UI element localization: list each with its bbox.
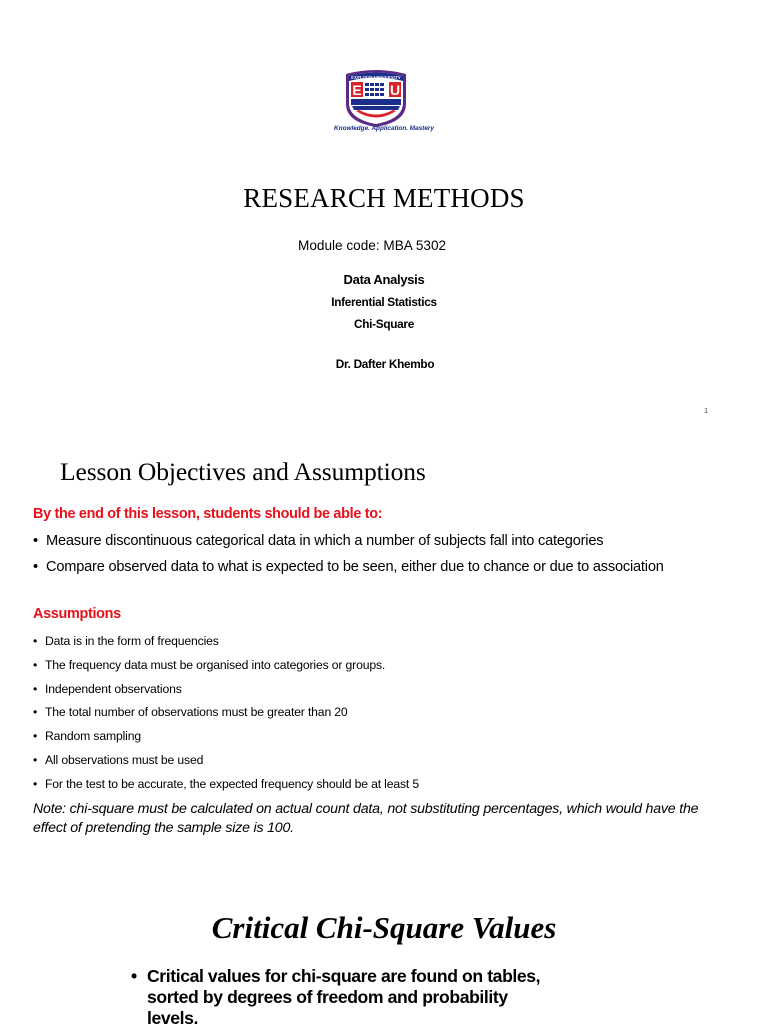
- bullet-icon: •: [131, 966, 137, 986]
- bullet-icon: •: [33, 657, 38, 672]
- objectives-slide-title: Lesson Objectives and Assumptions: [60, 457, 426, 486]
- assumption-text: For the test to be accurate, the expected frequency should be at least 5: [45, 776, 420, 791]
- bullet-icon: •: [33, 533, 38, 549]
- list-item: [33, 657, 733, 673]
- slide-number: 1: [704, 406, 709, 415]
- bullet-icon: •: [33, 776, 38, 791]
- presentation-title: RESEARCH METHODS: [243, 183, 525, 213]
- chi-square-note: Note: chi-square must be calculated on actual count data, not substituting percentages, which would have the effect of pretending the sample size is 100.: [33, 801, 699, 836]
- bullet-icon: •: [33, 705, 38, 720]
- bullet-icon: •: [33, 634, 38, 648]
- assumption-text: Independent observations: [45, 681, 182, 696]
- critical-values-text: Critical values for chi-square are found on tables, sorted by degrees of freedom and probability levels.: [147, 966, 541, 1028]
- assumptions-list: [33, 633, 733, 800]
- assumption-text: All observations must be used: [45, 752, 204, 767]
- assumption-text: The frequency data must be organised into categories or groups.: [45, 657, 386, 672]
- logo-tagline: Knowledge. Application. Mastery: [334, 125, 434, 132]
- critical-values-slide: [0, 860, 768, 1028]
- critical-values-list: [131, 966, 551, 1029]
- list-item: [33, 532, 733, 551]
- objective-text: Compare observed data to what is expected to be seen, either due to chance or due to association: [46, 559, 664, 575]
- logo-arc-text: EXPLOITS UNIVERSITY: [351, 75, 401, 80]
- assumptions-heading: Assumptions: [33, 606, 121, 622]
- bullet-icon: •: [33, 752, 38, 767]
- bullet-icon: •: [33, 681, 38, 696]
- subtopic-chi-square: Chi-Square: [354, 317, 414, 331]
- list-item: [33, 633, 733, 649]
- subtopic-inferential-statistics: Inferential Statistics: [331, 295, 437, 309]
- list-item: [33, 558, 733, 577]
- logo-letter-u: U: [389, 82, 401, 98]
- title-slide: [0, 0, 768, 430]
- list-item: [33, 704, 733, 720]
- logo-letter-e: E: [352, 82, 362, 98]
- topic-heading: Data Analysis: [343, 272, 425, 287]
- author-name: Dr. Dafter Khembo: [335, 357, 435, 371]
- list-item: [33, 728, 733, 744]
- assumption-text: Random sampling: [45, 729, 141, 744]
- objectives-slide: [0, 430, 768, 860]
- list-item: [33, 776, 733, 792]
- objective-text: Measure discontinuous categorical data in which a number of subjects fall into categories: [46, 533, 604, 549]
- bullet-icon: •: [33, 559, 38, 575]
- assumption-text: The total number of observations must be greater than 20: [45, 705, 348, 720]
- bullet-icon: •: [33, 729, 38, 744]
- shield-logo-icon: [344, 68, 408, 128]
- list-item: [33, 681, 733, 697]
- university-logo: [300, 66, 468, 138]
- objectives-list: [33, 532, 733, 584]
- assumption-text: Data is in the form of frequencies: [45, 634, 219, 648]
- list-item: [131, 966, 551, 1029]
- critical-values-title: Critical Chi-Square Values: [211, 910, 557, 945]
- list-item: [33, 752, 733, 768]
- module-code: Module code: MBA 5302: [298, 238, 447, 253]
- objectives-intro-heading: By the end of this lesson, students should be able to:: [33, 506, 383, 522]
